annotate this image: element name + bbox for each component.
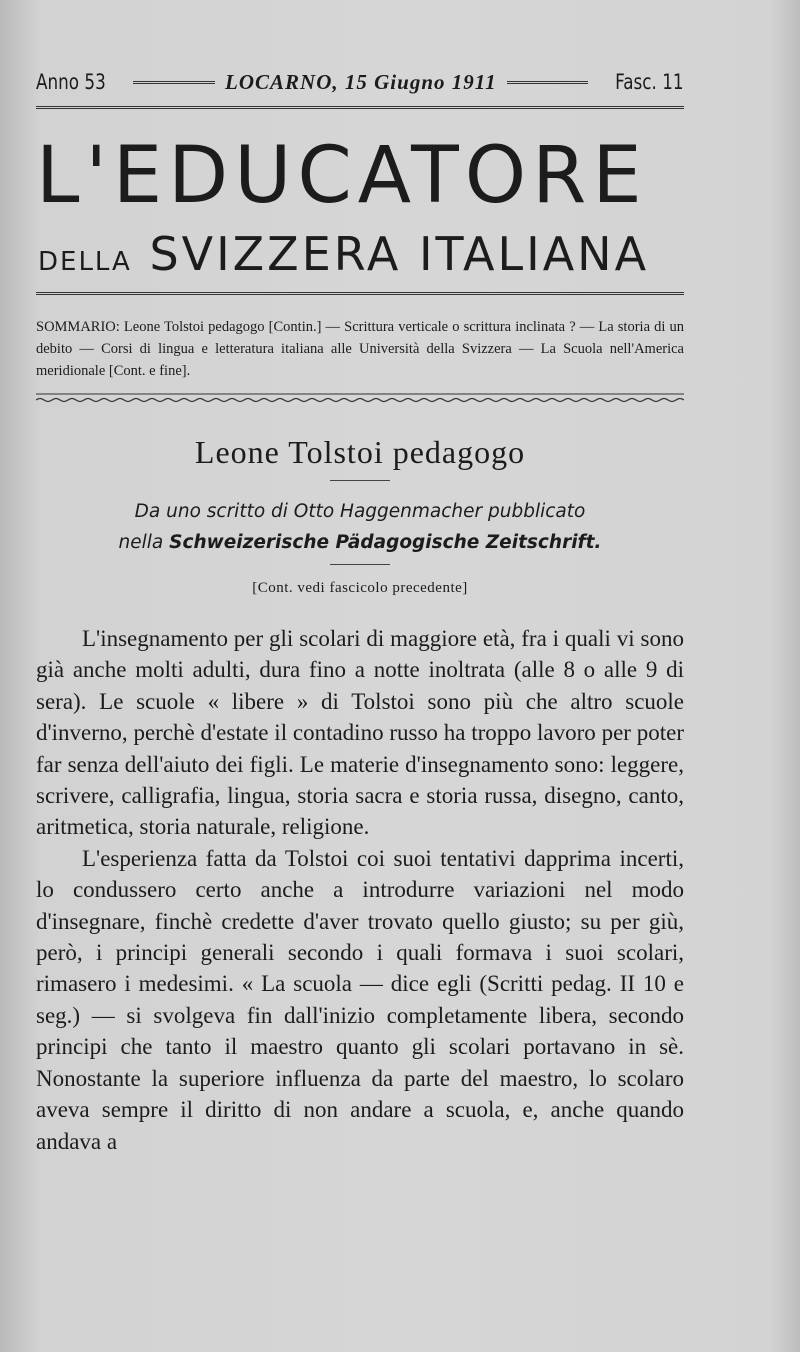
title-rule	[330, 480, 390, 481]
continuation-note: [Cont. vedi fascicolo precedente]	[252, 580, 468, 596]
journal-title: L'EDUCATORE	[36, 131, 648, 221]
paragraph: L'insegnamento per gli scolari di maggiore età, fra i quali vi sono già anche molti adulti, dura fino a notte inoltrata (alle 8 o alle 9 di sera). Le scuole « libere » di Tolstoi sono più che altro scuole d'inverno, perchè d'estate il contadino russo ha troppo lavoro per poter far senza dell'aiuto dei figli. Le materie d'insegnamento sono: leggere, scrivere, calligrafia, lingua, storia sacra e storia russa, disegno, canto, aritmetica, storia naturale, religione.	[36, 626, 684, 840]
article-attribution	[0, 496, 720, 558]
table-of-contents	[36, 316, 684, 382]
top-rule	[36, 106, 684, 109]
masthead-divider	[507, 81, 589, 84]
wavy-divider	[36, 392, 684, 406]
place-date: LOCARNO, 15 Giugno 1911	[225, 69, 497, 94]
article-title: Leone Tolstoi pedagogo	[194, 434, 526, 470]
summary-text: Leone Tolstoi pedagogo [Contin.] — Scrittura verticale o scrittura inclinata ? — La storia di un debito — Corsi di lingua e letteratura italiana alle Università della Svizzera — La Scuola nell'America meridionale [Cont. e fine].	[36, 319, 685, 379]
summary-label: SOMMARIO:	[36, 319, 120, 335]
issue-number: Fasc. 11	[615, 70, 684, 94]
header-rule	[36, 292, 684, 295]
article-body	[36, 623, 684, 1157]
attribution-journal: Schweizerische Pädagogische Zeitschrift.	[169, 532, 602, 553]
attribution-line-1: Da uno scritto di Otto Haggenmacher pubblicato	[134, 501, 586, 522]
masthead	[36, 62, 684, 102]
journal-subtitle	[38, 224, 686, 292]
attribution-line-2	[0, 527, 720, 558]
masthead-divider	[133, 81, 215, 84]
attribution-pre: nella	[118, 532, 164, 553]
volume-number: Anno 53	[36, 70, 106, 94]
attribution-rule	[330, 564, 390, 565]
paragraph: L'esperienza fatta da Tolstoi coi suoi tentativi dapprima incerti, lo condussero certo anche a introdurre variazioni nel modo d'insegnare, finchè credette d'aver trovato quello giusto; su per giù, però, i principi generali secondo i quali formava i suoi scolari, rimasero i medesimi. « La scuola — dice egli (Scritti pedag. II 10 e seg.) — si svolgeva fin dall'inizio completamente libera, secondo principi che tanto il maestro quanto gli scolari portavano in sè. Nonostante la superiore influenza da parte del maestro, lo scolaro aveva sempre il diritto di non andare a scuola, e, anche quando andava a	[36, 845, 684, 1154]
subtitle-main: SVIZZERA ITALIANA	[149, 227, 650, 281]
subtitle-della: DELLA	[38, 247, 132, 277]
